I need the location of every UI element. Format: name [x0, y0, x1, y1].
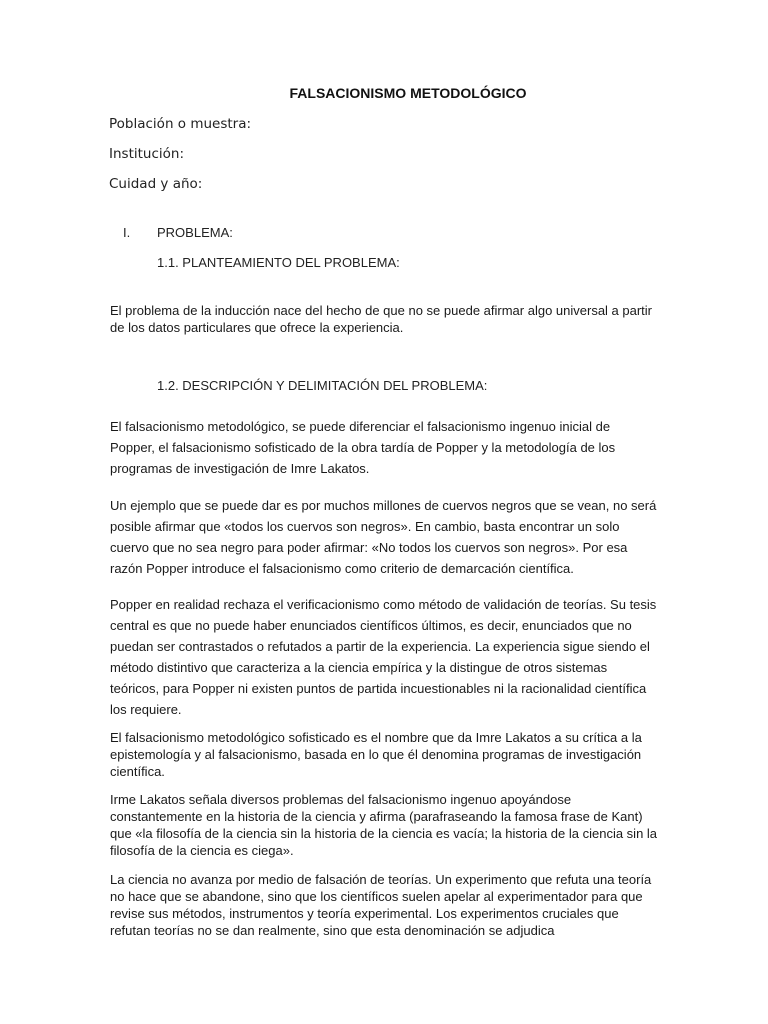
paragraph-popper-verificacionismo: Popper en realidad rechaza el verificacionismo como método de validación de teorías. Su tesis central es que no puede haber enunciados científicos últimos, es decir, enunciados que no puedan ser contrastados o refutados a partir de la experiencia. La experiencia sigue siendo el método distintivo que caracteriza a la ciencia empírica y la distingue de otros sistemas teóricos, para Popper ni existen puntos de partida incuestionables ni la racionalidad científica los requiere. [110, 597, 657, 717]
paragraph-ciencia-falsacion: La ciencia no avanza por medio de falsación de teorías. Un experimento que refuta una teoría no hace que se abandone, sino que los científicos suelen apelar al experimentador para que revise sus métodos, instrumentos y teoría experimental. Los experimentos cruciales que refutan teorías no se dan realmente, sino que esta denominación se adjudica [110, 872, 652, 938]
document-title: FALSACIONISMO METODOLÓGICO [289, 85, 527, 101]
paragraph-cuervos-example: Un ejemplo que se puede dar es por muchos millones de cuervos negros que se vean, no será posible afirmar que «todos los cuervos son negros». En cambio, basta encontrar un solo cuervo que no sea negro para poder afirmar: «No todos los cuervos son negros». Por esa razón Popper introduce el falsacionismo como criterio de demarcación científica. [110, 498, 657, 576]
paragraph-falsacionismo-types: El falsacionismo metodológico, se puede diferenciar el falsacionismo ingenuo inicial de Popper, el falsacionismo sofisticado de la obra tardía de Popper y la metodología de los programas de investigación de Imre Lakatos. [110, 419, 616, 476]
city-year-field-label: Cuidad y año: [109, 176, 203, 192]
subsection-heading-1-1: 1.1. PLANTEAMIENTO DEL PROBLEMA: [157, 255, 400, 270]
population-field-label: Población o muestra: [109, 116, 252, 132]
subsection-heading-1-2: 1.2. DESCRIPCIÓN Y DELIMITACIÓN DEL PROBLEMA: [157, 378, 488, 393]
paragraph-lakatos-sofisticado: El falsacionismo metodológico sofisticado es el nombre que da Imre Lakatos a su crítica a la epistemología y al falsacionismo, basada en lo que él denomina programas de investigación científica. [110, 730, 642, 779]
section-heading: PROBLEMA: [157, 225, 233, 240]
paragraph-lakatos-problemas: Irme Lakatos señala diversos problemas del falsacionismo ingenuo apoyándose constantemente en la historia de la ciencia y afirma (parafraseando la famosa frase de Kant) que «la filosofía de la ciencia sin la historia de la ciencia es vacía; la historia de la ciencia sin la filosofía de la ciencia es ciega». [110, 792, 658, 858]
section-number: I. [123, 225, 131, 240]
paragraph-induction: El problema de la inducción nace del hecho de que no se puede afirmar algo universal a partir de los datos particulares que ofrece la experiencia. [110, 303, 653, 335]
institution-field-label: Institución: [109, 146, 185, 162]
